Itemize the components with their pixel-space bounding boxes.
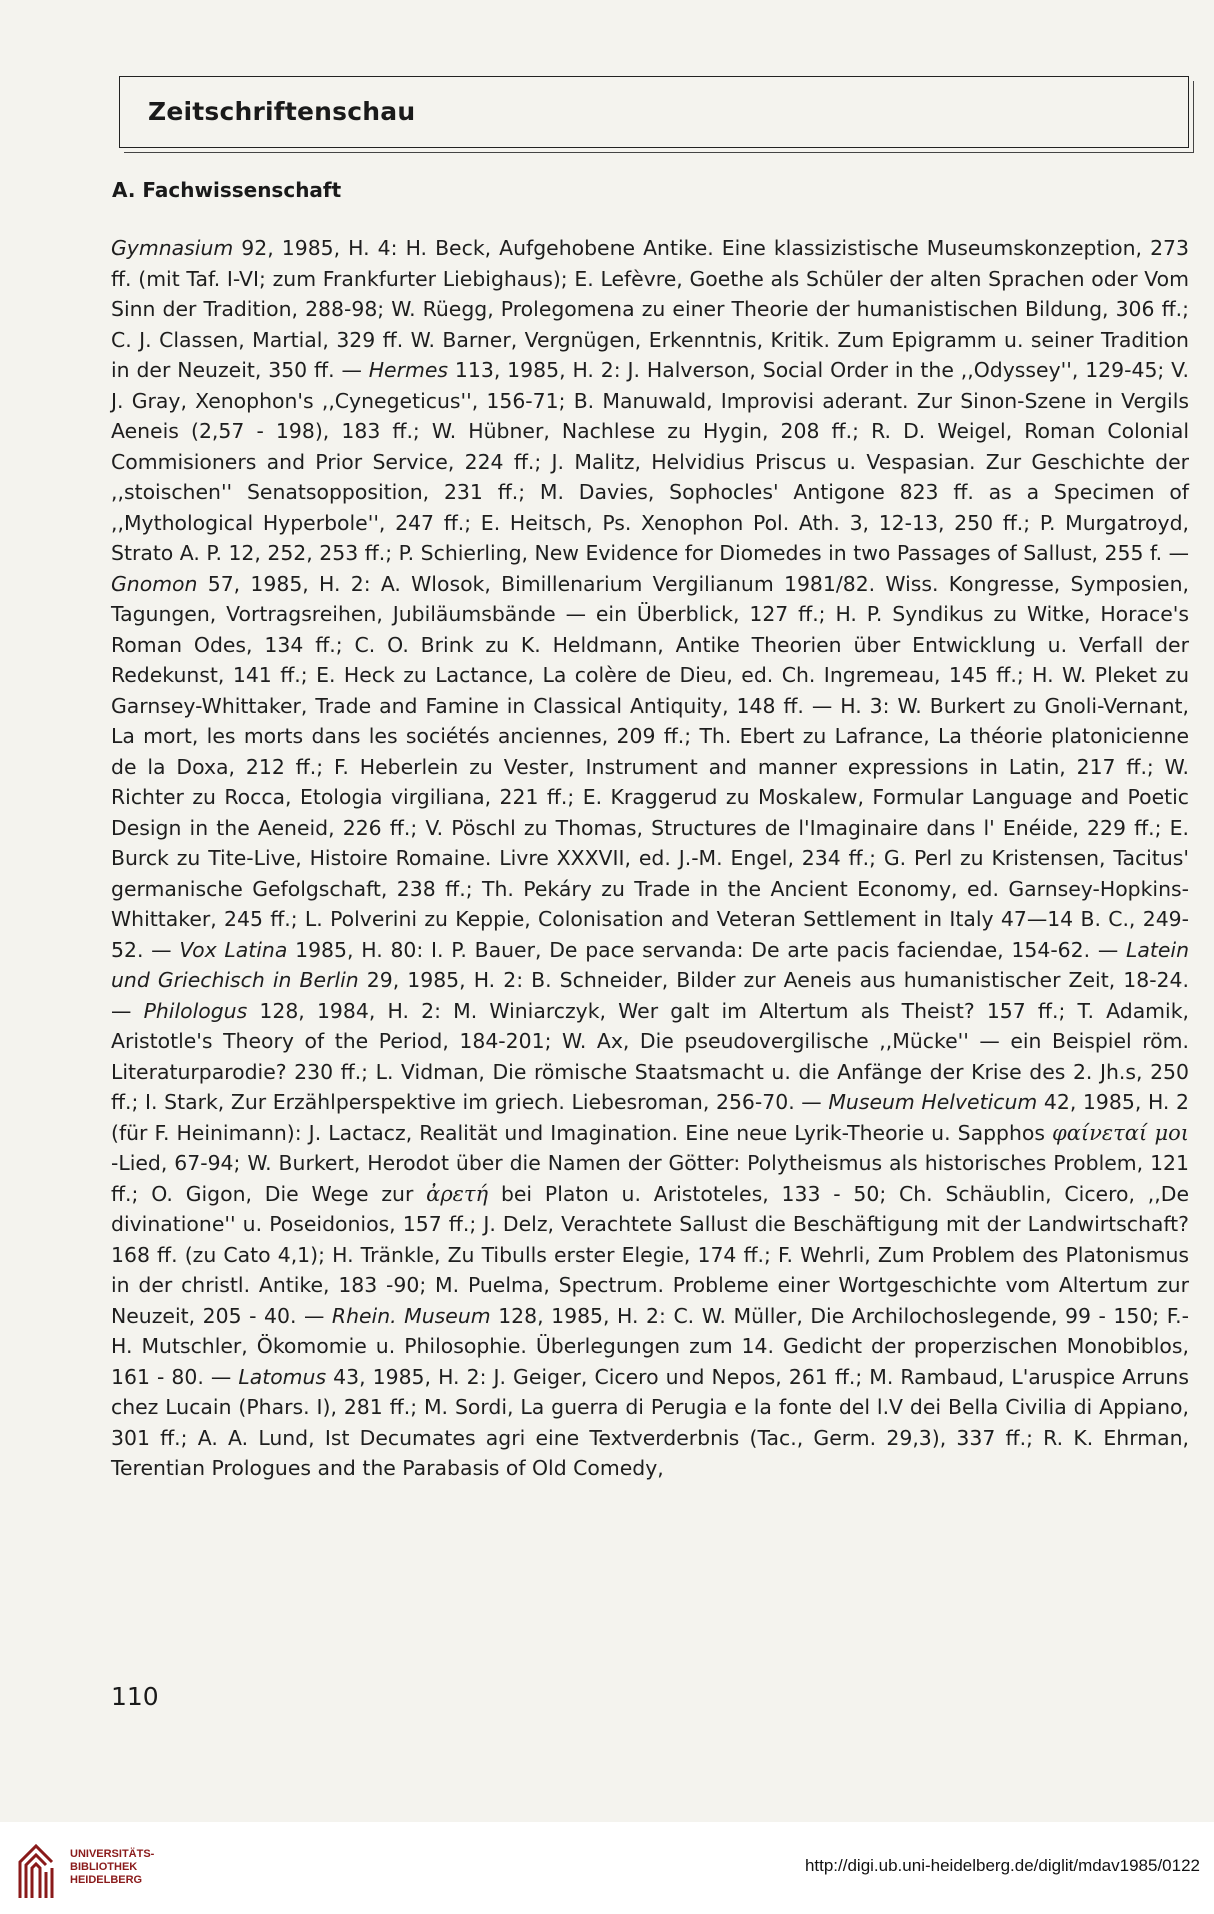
logo-line: HEIDELBERG [70,1874,143,1886]
journal-title: Museum Helveticum [828,1090,1038,1114]
journal-title: Latomus [238,1364,327,1389]
journal-title: Philologus [143,998,248,1023]
journal-title: Gymnasium [111,236,234,260]
library-logo-icon [14,1832,58,1902]
body-segment: 42, 1985, H. 2 (für F. Heinimann): J. Lactacz, Realität und Imagination. Eine neue Lyrik-Theorie u. Sapphos [111,1090,1189,1145]
body-segment: 29, 1985, H. 2: B. Schneider, Bilder zur Aeneis aus humanistischer Zeit, 18-24. — [111,968,1189,1023]
journal-title: Rhein. Museum [331,1303,491,1328]
page-title: Zeitschriftenschau [148,97,416,126]
greek-text: φαίνεταί μοι [1052,1120,1189,1145]
body-segment: -Lied, 67-94; W. Burkert, Herodot über die Namen der Götter: Polytheismus als historisches Problem, 121 ff.; O. Gigon, Die Wege zur [111,1151,1189,1206]
source-url[interactable]: http://digi.ub.uni-heidelberg.de/diglit/mdav1985/0122 [804,1856,1200,1875]
journal-title: Latein und Griechisch in Berlin [111,937,1189,992]
body-paragraph [111,233,1189,1484]
logo-line: BIBLIOTHEK [70,1861,138,1873]
body-segment: 92, 1985, H. 4: H. Beck, Aufgehobene Antike. Eine klassizistische Museumskonzeption, 273 ff. (mit Taf. I-VI; zum Frankfurter Liebighaus); E. Lefèvre, Goethe als Schüler der alten Sprachen oder Vom Sinn der Tradition, 288-98; W. Rüegg, Prolegomena zu einer Theorie der humanistischen Bildung, 306 ff.; C. J. Classen, Martial, 329 ff. W. Barner, Vergnügen, Erkenntnis, Kritik. Zum Epigramm u. seiner Tradition in der Neuzeit, 350 ff. — [111,236,1189,382]
body-segment: 113, 1985, H. 2: J. Halverson, Social Order in the ,,Odyssey'', 129-45; V. J. Gray, Xenophon's ,,Cynegeticus'', 156-71; B. Manuwald, Improvisi aderant. Zur Sinon-Szene in Vergils Aeneis (2,57 - 198), 183 ff.; W. Hübner, Nachlese zu Hygin, 208 ff.; R. D. Weigel, Roman Colonial Commisioners and Prior Service, 224 ff.; J. Malitz, Helvidius Priscus u. Vespasian. Zur Geschichte der ,,stoischen'' Senatsopposition, 231 ff.; M. Davies, Sophocles' Antigone 823 ff. as a Specimen of ,,Mythological Hyperbole'', 247 ff.; E. Heitsch, Ps. Xenophon Pol. Ath. 3, 12-13, 250 ff.; P. Murgatroyd, Strato A. P. 12, 252, 253 ff.; P. Schierling, New Evidence for Diomedes in two Passages of Sallust, 255 f. — [111,358,1189,565]
body-segment: 1985, H. 80: I. P. Bauer, De pace servanda: De arte pacis faciendae, 154-62. — [287,937,1127,962]
body-segment: 43, 1985, H. 2: J. Geiger, Cicero und Nepos, 261 ff.; M. Rambaud, L'aruspice Arruns chez Lucain (Phars. I), 281 ff.; M. Sordi, La guerra di Perugia e la fonte del l.V dei Bella Civilia di Appiano, 301 ff.; A. A. Lund, Ist Decumates agri eine Textverderbnis (Tac., Germ. 29,3), 337 ff.; R. K. Ehrman, Terentian Prologues and the Parabasis of Old Comedy, [111,1364,1189,1480]
body-segment: 128, 1985, H. 2: C. W. Müller, Die Archilochoslegende, 99 - 150; F.-H. Mutschler, Ökomomie u. Philosophie. Überlegungen zum 14. Gedicht der properzischen Monobiblos, 161 - 80. — [111,1303,1189,1389]
section-heading: A. Fachwissenschaft [112,178,342,202]
body-segment: 128, 1984, H. 2: M. Winiarczyk, Wer galt im Altertum als Theist? 157 ff.; T. Adamik, Aristotle's Theory of the Period, 184-201; W. Ax, Die pseudovergilische ,,Mücke'' — ein Beispiel röm. Literaturparodie? 230 ff.; L. Vidman, Die römische Staatsmacht u. die Anfänge der Krise des 2. Jh.s, 250 ff.; I. Stark, Zur Erzählperspektive im griech. Liebesroman, 256-70. — [111,998,1190,1114]
title-box [119,76,1189,148]
journal-title: Hermes [368,358,449,382]
greek-text: ἀρετή [426,1181,489,1206]
body-segment: bei Platon u. Aristoteles, 133 - 50; Ch. Schäublin, Cicero, ,,De divinatione'' u. Poseidonios, 157 ff.; J. Delz, Verachtete Sallust die Beschäftigung mit der Landwirtschaft? 168 ff. (zu Cato 4,1); H. Tränkle, Zu Tibulls erster Elegie, 174 ff.; F. Wehrli, Zum Problem des Platonismus in der christl. Antike, 183 -90; M. Puelma, Spectrum. Probleme einer Wortgeschichte vom Altertum zur Neuzeit, 205 - 40. — [111,1181,1189,1328]
footer [0,1822,1214,1914]
journal-title: Vox Latina [179,937,288,962]
page-number: 110 [111,1682,159,1711]
library-logo-text [70,1848,154,1887]
body-segment: 57, 1985, H. 2: A. Wlosok, Bimillenarium Vergilianum 1981/82. Wiss. Kongresse, Symposien, Tagungen, Vortragsreihen, Jubiläumsbände — ein Überblick, 127 ff.; H. P. Syndikus zu Witke, Horace's Roman Odes, 134 ff.; C. O. Brink zu K. Heldmann, Antike Theorien über Entwicklung u. Verfall der Redekunst, 141 ff.; E. Heck zu Lactance, La colère de Dieu, ed. Ch. Ingremeau, 145 ff.; H. W. Pleket zu Garnsey-Whittaker, Trade and Famine in Classical Antiquity, 148 ff. — H. 3: W. Burkert zu Gnoli-Vernant, La mort, les morts dans les sociétés anciennes, 209 ff.; Th. Ebert zu Lafrance, La théorie platonicienne de la Doxa, 212 ff.; F. Heberlein zu Vester, Instrument and manner expressions in Latin, 217 ff.; W. Richter zu Rocca, Etologia virgiliana, 221 ff.; E. Kraggerud zu Moskalew, Formular Language and Poetic Design in the Aeneid, 226 ff.; V. Pöschl zu Thomas, Structures de l'Imaginaire dans l' Enéide, 229 ff.; E. Burck zu Tite-Live, Histoire Romaine. Livre XXXVII, ed. J.-M. Engel, 234 ff.; G. Perl zu Kristensen, Tacitus' germanische Gefolgschaft, 238 ff.; Th. Pekáry zu Trade in the Ancient Economy, ed. Garnsey-Hopkins-Whittaker, 245 ff.; L. Polverini zu Keppie, Colonisation and Veteran Settlement in Italy 47—14 B. C., 249-52. — [111,571,1189,962]
journal-title: Gnomon [111,571,198,596]
logo-line: UNIVERSITÄTS- [70,1848,155,1860]
